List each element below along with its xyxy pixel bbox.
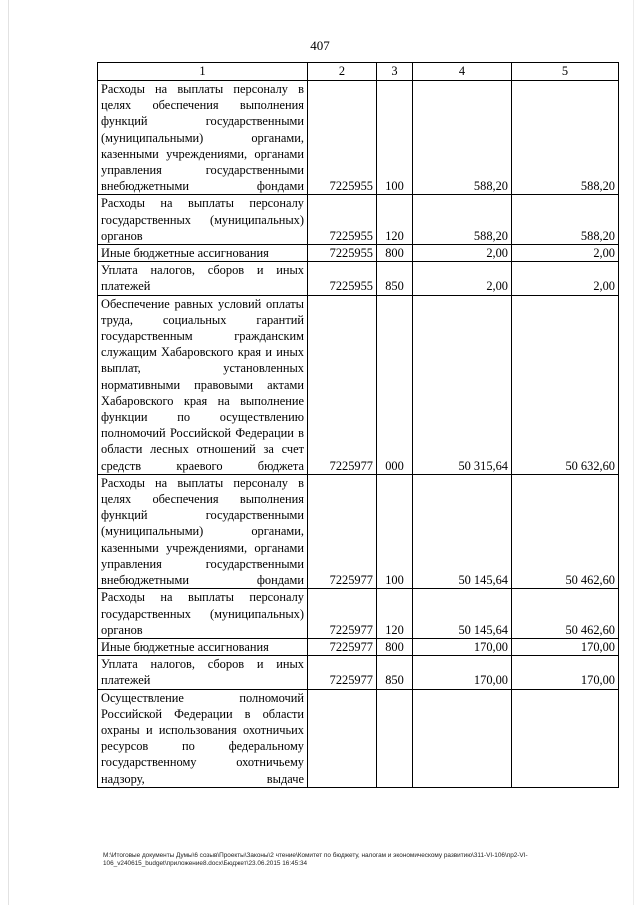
target-article-code: 7225977	[308, 638, 377, 655]
target-article-code: 7225977	[308, 656, 377, 689]
amount-year-1: 588,20	[413, 81, 512, 195]
expense-type-code	[377, 689, 413, 787]
target-article-code: 7225955	[308, 245, 377, 262]
amount-year-2: 50 632,60	[512, 295, 619, 474]
expense-type-code: 000	[377, 295, 413, 474]
expense-type-code: 850	[377, 262, 413, 295]
table-row	[98, 262, 619, 295]
table-row	[98, 245, 619, 262]
table-row	[98, 689, 619, 787]
row-description: Иные бюджетные ассигнования	[98, 245, 308, 262]
expense-type-code: 120	[377, 589, 413, 639]
amount-year-1: 170,00	[413, 656, 512, 689]
column-header: 3	[377, 63, 413, 81]
row-description: Расходы на выплаты персоналу государственных (муниципальных) органов	[98, 589, 308, 639]
target-article-code: 7225955	[308, 195, 377, 245]
row-description: Расходы на выплаты персоналу государственных (муниципальных) органов	[98, 195, 308, 245]
amount-year-2: 2,00	[512, 245, 619, 262]
column-header: 2	[308, 63, 377, 81]
amount-year-1: 50 145,64	[413, 474, 512, 588]
row-description: Обеспечение равных условий оплаты труда, социальных гарантий государственным гражданским служащим Хабаровского края и иных выплат, установленных нормативными правовыми актами Хабаровского края на выполнение функции по осуществлению полномочий Российской Федерации в области лесных отношений за счет средств краевого бюджета	[98, 295, 308, 474]
row-description: Осуществление полномочий Российской Федерации в области охраны и использования охотничьих ресурсов по федеральному государственному охотничьему надзору, выдаче	[98, 689, 308, 787]
amount-year-1	[413, 689, 512, 787]
scan-edge-left	[8, 0, 9, 905]
row-description: Расходы на выплаты персоналу в целях обеспечения выполнения функций государственными (муниципальными) органами, казенными учреждениями, органами управления государственными внебюджетными фондами	[98, 474, 308, 588]
row-description: Иные бюджетные ассигнования	[98, 638, 308, 655]
expense-type-code: 120	[377, 195, 413, 245]
target-article-code: 7225977	[308, 295, 377, 474]
amount-year-1: 170,00	[413, 638, 512, 655]
column-header: 1	[98, 63, 308, 81]
target-article-code: 7225955	[308, 262, 377, 295]
expense-type-code: 850	[377, 656, 413, 689]
column-header: 5	[512, 63, 619, 81]
row-description: Уплата налогов, сборов и иных платежей	[98, 262, 308, 295]
table-header-row	[98, 63, 619, 81]
expense-type-code: 100	[377, 81, 413, 195]
table-row	[98, 474, 619, 588]
budget-table	[97, 62, 619, 788]
amount-year-1: 2,00	[413, 262, 512, 295]
page-number: 407	[310, 38, 330, 53]
expense-type-code: 100	[377, 474, 413, 588]
table-row	[98, 638, 619, 655]
table-row	[98, 81, 619, 195]
amount-year-1: 588,20	[413, 195, 512, 245]
row-description: Расходы на выплаты персоналу в целях обеспечения выполнения функций государственными (муниципальными) органами, казенными учреждениями, органами управления государственными внебюджетными фондами	[98, 81, 308, 195]
target-article-code: 7225955	[308, 81, 377, 195]
table-row	[98, 295, 619, 474]
target-article-code	[308, 689, 377, 787]
scan-edge-right	[633, 0, 634, 905]
column-header: 4	[413, 63, 512, 81]
amount-year-2: 50 462,60	[512, 589, 619, 639]
amount-year-1: 50 145,64	[413, 589, 512, 639]
target-article-code: 7225977	[308, 589, 377, 639]
amount-year-1: 50 315,64	[413, 295, 512, 474]
amount-year-2: 588,20	[512, 81, 619, 195]
table-row	[98, 589, 619, 639]
expense-type-code: 800	[377, 245, 413, 262]
document-path-footer: M:\Итоговые документы Думы\6 созыв\Проекты\Законы\2 чтение\Комитет по бюджету, налогам и экономическому развитию\311-VI-106\пр2-VI-106_v240615_budget\приложение8.docx\Бюджет\23.06.2015 16:45:34	[103, 852, 528, 867]
target-article-code: 7225977	[308, 474, 377, 588]
table-row	[98, 195, 619, 245]
amount-year-2: 2,00	[512, 262, 619, 295]
amount-year-2: 170,00	[512, 656, 619, 689]
amount-year-2	[512, 689, 619, 787]
amount-year-2: 170,00	[512, 638, 619, 655]
row-description: Уплата налогов, сборов и иных платежей	[98, 656, 308, 689]
table-row	[98, 656, 619, 689]
amount-year-1: 2,00	[413, 245, 512, 262]
expense-type-code: 800	[377, 638, 413, 655]
amount-year-2: 50 462,60	[512, 474, 619, 588]
amount-year-2: 588,20	[512, 195, 619, 245]
